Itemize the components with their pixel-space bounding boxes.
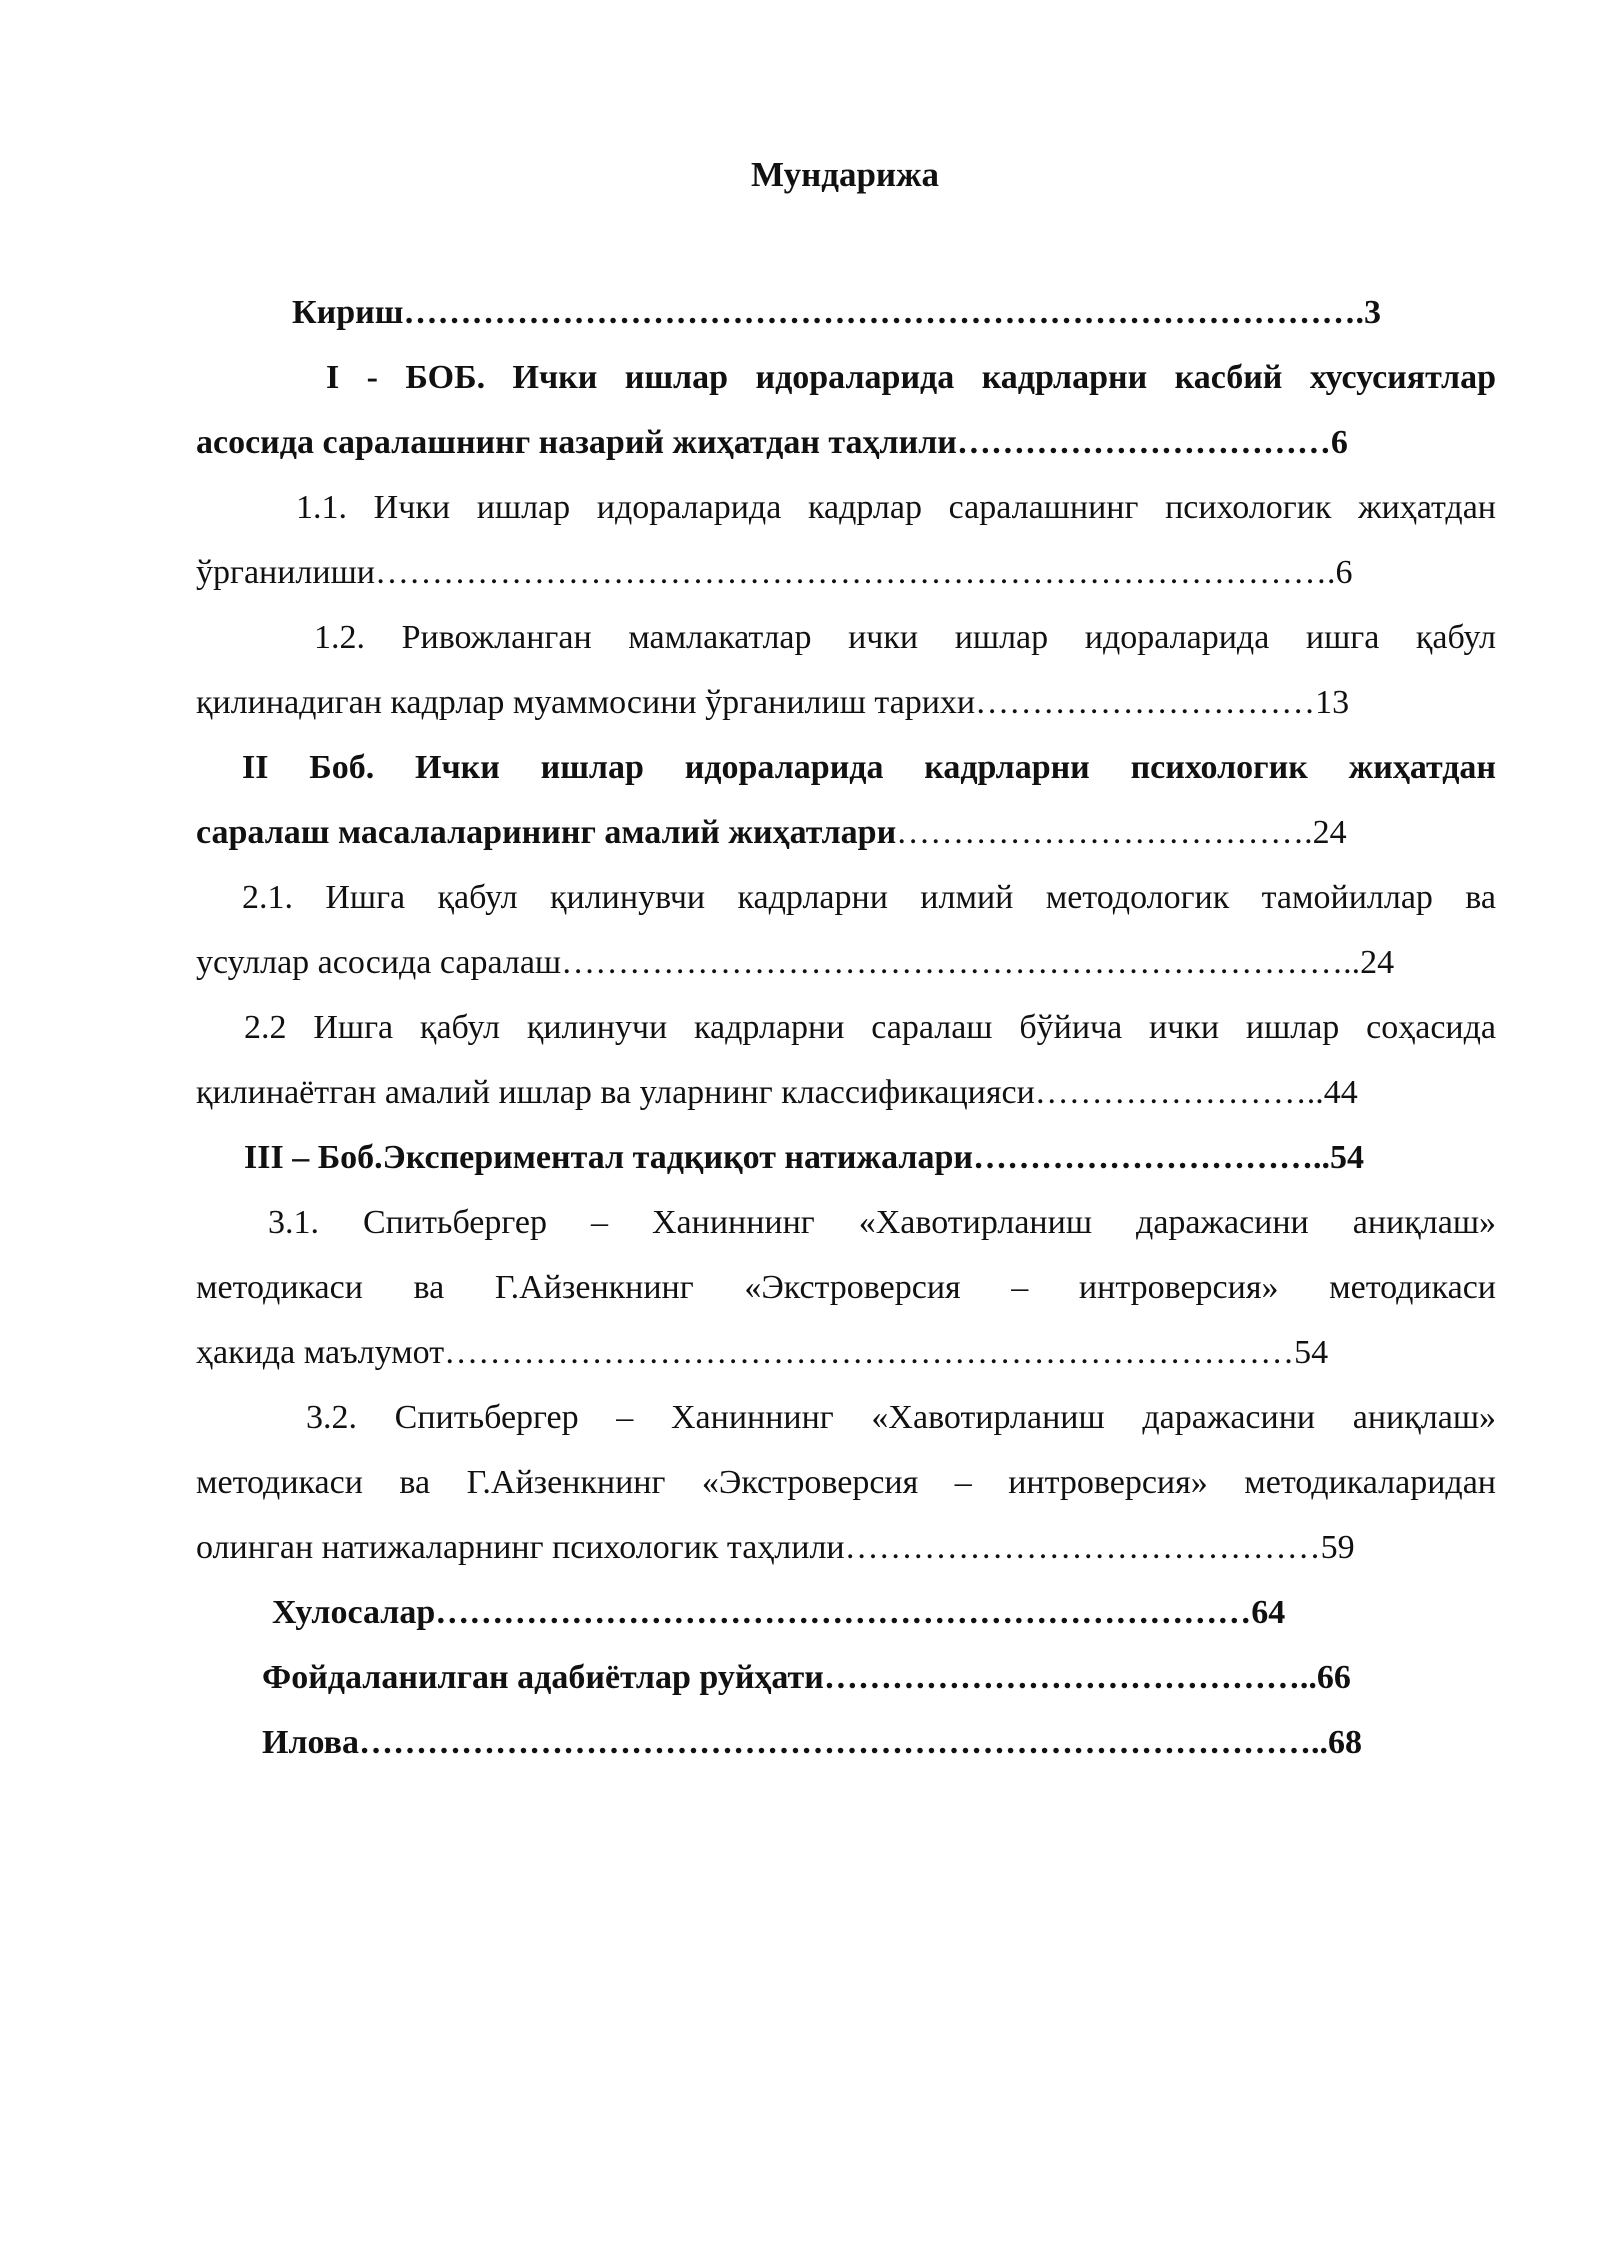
toc-chapter-2-line-2 xyxy=(196,800,1496,865)
toc-chapter-1-line-1: I - БОБ. Ички ишлар идораларида кадрларни касбий хусусиятлар xyxy=(326,359,1496,396)
toc-chapter-1-line-2: асосида саралашнинг назарий жиҳатдан таҳлили……………………………6 xyxy=(196,424,1348,461)
toc-entry-chapter-2 xyxy=(196,735,1496,865)
toc-entry-intro xyxy=(196,280,1496,345)
toc-entry-section-3-2 xyxy=(196,1385,1496,1580)
toc-section-3-1-line-1: 3.1. Спитьбергер – Ханиннинг «Хавотирланиш даражасини аниқлаш» xyxy=(268,1204,1496,1241)
toc-entry-section-2-2 xyxy=(196,995,1496,1125)
toc-chapter-2-line-2-leader: ……………………………….24 xyxy=(896,814,1347,851)
toc-section-1-2-line-2: қилинадиган кадрлар муаммосини ўрганилиш тарихи…………………………13 xyxy=(196,684,1350,721)
toc-references-text: Фойдаланилган адабиётлар руйҳати……………………………………..66 xyxy=(262,1659,1351,1696)
toc-chapter-2-line-2-title: саралаш масалаларининг амалий жиҳатлари xyxy=(196,814,897,851)
toc-section-3-2-line-3: олинган натижаларнинг психологик таҳлили……………………………………59 xyxy=(196,1529,1355,1566)
toc-section-3-2-line-1: 3.2. Спитьбергер – Ханиннинг «Хавотирланиш даражасини аниқлаш» xyxy=(306,1399,1496,1436)
toc-section-1-1-line-2: ўрганилиши………………………………………………………………………….6 xyxy=(196,554,1353,591)
toc-section-2-2-line-1: 2.2 Ишга қабул қилинучи кадрларни саралаш бўйича ички ишлар соҳасида xyxy=(244,1009,1496,1046)
toc-entry-chapter-1 xyxy=(196,345,1496,475)
table-of-contents xyxy=(196,280,1496,1775)
toc-entry-chapter-3 xyxy=(196,1125,1496,1190)
toc-section-2-1-line-1: 2.1. Ишга қабул қилинувчи кадрларни илмий методологик тамойиллар ва xyxy=(242,879,1496,916)
toc-section-3-1-line-3: ҳакида маълумот…………………………………………………………………54 xyxy=(196,1334,1329,1371)
toc-section-1-1-line-1: 1.1. Ички ишлар идораларида кадрлар саралашнинг психологик жиҳатдан xyxy=(296,489,1496,526)
toc-appendix-text: Илова…………………………………………………………………………..68 xyxy=(262,1724,1363,1761)
toc-section-3-1-line-2: методикаси ва Г.Айзенкнинг «Экстроверсия – интроверсия» методикаси xyxy=(196,1269,1496,1306)
toc-chapter-2-line-1: II Боб. Ички ишлар идораларида кадрларни психологик жиҳатдан xyxy=(242,749,1496,786)
toc-section-2-1-line-2: усуллар асосида саралаш……………………………………………………………..24 xyxy=(196,944,1395,981)
toc-conclusions-text: Хулосалар………………………………………………………………64 xyxy=(272,1594,1286,1631)
page-title: Мундарижа xyxy=(751,155,939,194)
toc-entry-conclusions xyxy=(196,1580,1496,1645)
toc-entry-appendix xyxy=(196,1710,1496,1775)
toc-entry-section-3-1 xyxy=(196,1190,1496,1385)
toc-entry-section-1-2 xyxy=(196,605,1496,735)
toc-section-1-2-line-1: 1.2. Ривожланган мамлакатлар ички ишлар идораларида ишга қабул xyxy=(314,619,1496,656)
toc-section-2-2-line-2: қилинаётган амалий ишлар ва уларнинг классификацияси……………………..44 xyxy=(196,1074,1358,1111)
toc-entry-section-1-1 xyxy=(196,475,1496,605)
toc-chapter-3-text: III – Боб.Экспериментал тадқиқот натижалари…………………………..54 xyxy=(244,1139,1364,1176)
toc-section-3-2-line-2: методикаси ва Г.Айзенкнинг «Экстроверсия – интроверсия» методикаларидан xyxy=(196,1464,1496,1501)
toc-entry-section-2-1 xyxy=(196,865,1496,995)
toc-entry-references xyxy=(196,1645,1496,1710)
toc-intro-text: Кириш………………………………………………………………………….3 xyxy=(292,294,1381,331)
